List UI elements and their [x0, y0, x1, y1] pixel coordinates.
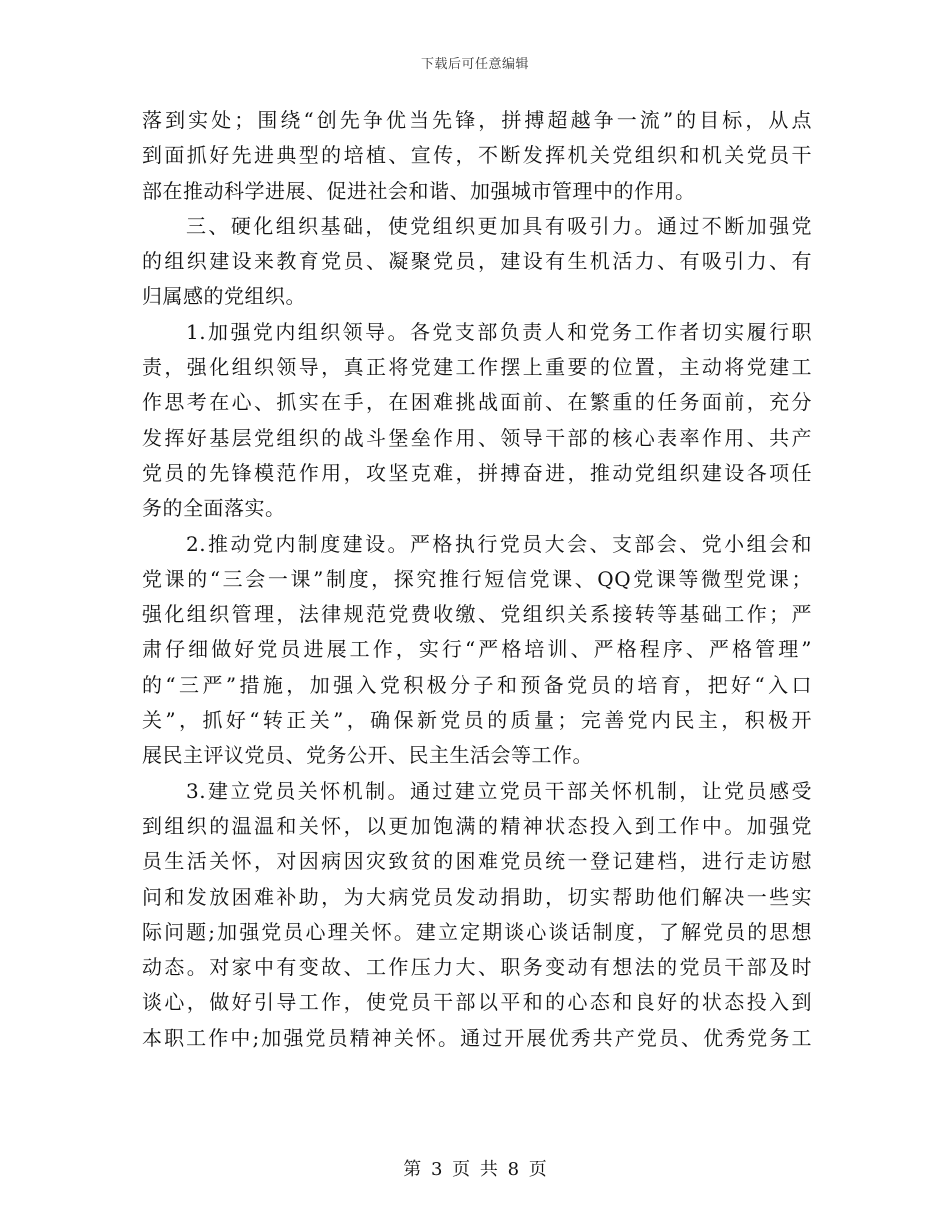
text-line: 际问题;加强党员心理关怀。建立定期谈心谈话制度，了解党员的思想 — [142, 919, 812, 944]
item-heading-line: 2.推动党内制度建设。严格执行党员大会、支部会、党小组会和 — [186, 531, 812, 556]
text-line: 的“三严”措施，加强入党积极分子和预备党员的培育，把好“入口 — [142, 672, 812, 697]
text-line: 关”，抓好“转正关”，确保新党员的质量；完善党内民主，积极开 — [142, 708, 812, 733]
text-line: 落到实处；围绕“创先争优当先锋，拼搏超越争一流”的目标，从点 — [142, 108, 812, 132]
text-line: 展民主评议党员、党务公开、民主生活会等工作。 — [142, 743, 593, 768]
text-line: 肃仔细做好党员进展工作，实行“严格培训、严格程序、严格管理” — [142, 637, 812, 662]
text-line: 务的全面落实。 — [142, 496, 286, 521]
text-line: 谈心，做好引导工作，使党员干部以平和的心态和良好的状态投入到 — [142, 990, 812, 1015]
text-line: 的组织建设来教育党员、凝聚党员，建设有生机活力、有吸引力、有 — [142, 249, 812, 274]
text-line: 到面抓好先进典型的培植、宣传，不断发挥机关党组织和机关党员干 — [142, 143, 812, 168]
text-line: 发挥好基层党组织的战斗堡垒作用、领导干部的核心表率作用、共产 — [142, 425, 812, 450]
text-line: 问和发放困难补助，为大病党员发动捐助，切实帮助他们解决一些实 — [142, 884, 812, 909]
text-line: 动态。对家中有变故、工作压力大、职务变动有想法的党员干部及时 — [142, 955, 812, 980]
text-line: 党课的“三会一课”制度，探究推行短信党课、QQ党课等微型党课； — [142, 566, 812, 591]
page-number: 第 3 页 共 8 页 — [403, 1159, 547, 1180]
item-heading-line: 3.建立党员关怀机制。通过建立党员干部关怀机制，让党员感受 — [186, 778, 812, 803]
text-line: 党员的先锋模范作用，攻坚克难，拼搏奋进，推动党组织建设各项任 — [142, 460, 812, 485]
text-line: 责，强化组织领导，真正将党建工作摆上重要的位置，主动将党建工 — [142, 355, 812, 380]
text-line: 作思考在心、抓实在手，在困难挑战面前、在繁重的任务面前，充分 — [142, 390, 812, 415]
text-line: 强化组织管理，法律规范党费收缴、党组织关系接转等基础工作；严 — [142, 602, 812, 627]
text-line: 员生活关怀，对因病因灾致贫的困难党员统一登记建档，进行走访慰 — [142, 849, 812, 874]
page-header-note: 下载后可任意编辑 — [420, 57, 529, 72]
document-body — [142, 103, 812, 1056]
text-line: 归属感的党组织。 — [142, 284, 306, 309]
item-heading-line: 1.加强党内组织领导。各党支部负责人和党务工作者切实履行职 — [186, 319, 812, 344]
text-line: 部在推动科学进展、促进社会和谐、加强城市管理中的作用。 — [142, 178, 696, 203]
text-line: 本职工作中;加强党员精神关怀。通过开展优秀共产党员、优秀党务工 — [142, 1025, 812, 1050]
text-line: 到组织的温温和关怀，以更加饱满的精神状态投入到工作中。加强党 — [142, 813, 812, 838]
section-heading-line: 三、硬化组织基础，使党组织更加具有吸引力。通过不断加强党 — [186, 213, 812, 238]
